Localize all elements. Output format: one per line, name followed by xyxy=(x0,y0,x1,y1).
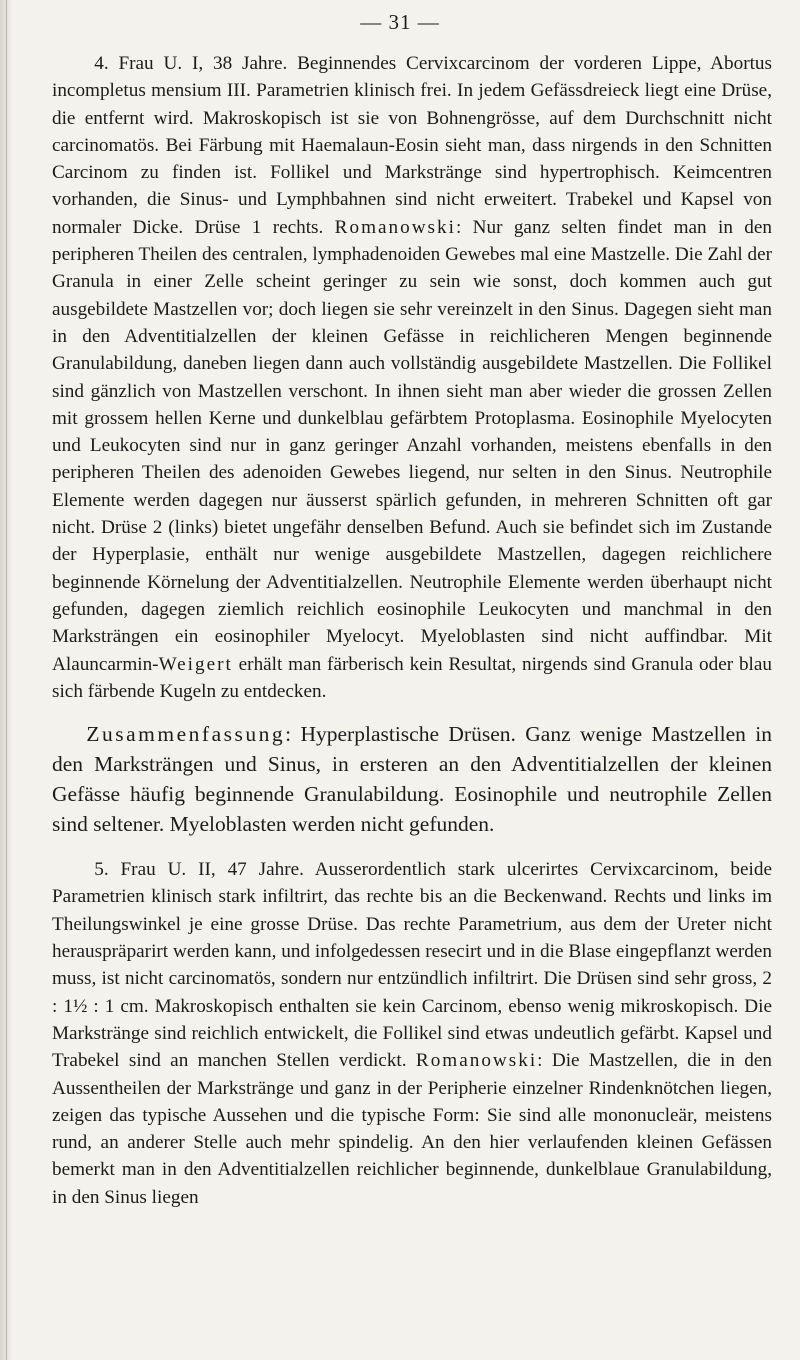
case-4-text-3: erhält man färberisch kein Resultat, nirgends sind Granula oder blau sich färbende Kugeln zu entdecken. xyxy=(52,653,772,702)
section-gap xyxy=(52,839,772,856)
case-4-number: 4. xyxy=(94,53,109,74)
summary-text: : Hyperplastische Drüsen. Ganz wenige Mastzellen in den Marksträngen und Sinus, in ersteren an den Adventitialzellen der kleinen Gefässe häufig beginnende Granulabildung. Eosinophile und neutrophile Zellen sind seltener. Myeloblasten werden nicht gefunden. xyxy=(52,722,772,837)
case-4-text-2: : Nur ganz selten findet man in den peripheren Theilen des centralen, lymphadenoiden Gewebes mal eine Mastzelle. Die Zahl der Granula in einer Zelle scheint geringer zu sein wie sonst, doch kommen auch gut ausgebildete Mastzellen vor; doch liegen sie sehr vereinzelt in den Sinus. Dagegen sieht man in den Adventitialzellen der kleinen Gefässe in reichlicheren Mengen beginnende Granulabildung, daneben liegen dann auch vollständig ausgebildete Mastzellen. Die Follikel sind gänzlich von Mastzellen verschont. In ihnen sieht man aber wieder die grossen Zellen mit grossem hellen Kerne und dunkelblau gefärbtem Protoplasma. Eosinophile Myelocyten und Leukocyten sind nur in ganz geringer Anzahl vorhanden, meistens ebenfalls in den peripheren Theilen des adenoiden Gewebes liegend, nur selten in den Sinus. Neutrophile Elemente werden dagegen nur äusserst spärlich gefunden, in mehreren Schnitten oft gar nicht. Drüse 2 (links) bietet ungefähr denselben Befund. Auch sie befindet sich im Zustande der Hyperplasie, enthält nur wenige ausgebildete Mastzellen, dagegen reichlichere beginnende Körnelung der Adventitialzellen. Neutrophile Elemente werden überhaupt nicht gefunden, dagegen ziemlich reichlich eosinophile Leukocyten und manchmal in den Marksträngen ein eosinophiler Myelocyt. Myeloblasten sind nicht auffindbar. Mit Alauncarmin- xyxy=(52,216,772,675)
case-4-stain-name: Romanowski xyxy=(334,216,456,238)
case-5-text-1: Frau U. II, 47 Jahre. Ausserordentlich stark ulcerirtes Cervixcarcinom, beide Parametrien klinisch stark infiltrirt, das rechte bis an die Beckenwand. Rechts und links im Theilungswinkel je eine grosse Drüse. Das rechte Parametrium, aus dem der Ureter nicht herauspräparirt werden kann, und infolgedessen resecirt und in die Blase eingepflanzt werden muss, ist nicht carcinomatös, sondern nur entzündlich infiltrirt. Die Drüsen sind sehr gross, 2 : 1½ : 1 cm. Makroskopisch enthalten sie kein Carcinom, ebenso wenig mikroskopisch. Die Markstränge sind reichlich entwickelt, die Follikel sind etwas undeutlich gefärbt. Kapsel und Trabekel sind an manchen Stellen verdickt. xyxy=(52,859,772,1072)
case-5-number: 5. xyxy=(94,859,109,881)
summary-paragraph xyxy=(52,719,772,839)
text-column xyxy=(52,50,772,1211)
case-5-paragraph xyxy=(52,856,772,1211)
summary-label: Zusammenfassung xyxy=(86,722,286,747)
page-gutter xyxy=(0,0,14,1360)
case-5-text-2: : Die Mastzellen, die in den Aussentheilen der Markstränge und ganz in der Peripherie einzelner Rindenknötchen liegen, zeigen das typische Aussehen und die typische Form: Sie sind alle mononucleär, meistens rund, an anderer Stelle auch mehr spindelig. An den hier verlaufenden kleinen Gefässen bemerkt man in den Adventitialzellen reichlicher beginnende, dunkelblaue Granulabildung, in den Sinus liegen xyxy=(52,1050,772,1208)
case-5-stain-name: Romanowski xyxy=(415,1050,538,1072)
case-4-text-1: Frau U. I, 38 Jahre. Beginnendes Cervixcarcinom der vorderen Lippe, Abortus incompletus mensium III. Parametrien klinisch frei. In jedem Gefässdreieck liegt eine Drüse, die entfernt wird. Makroskopisch ist sie von Bohnengrösse, auf dem Durchschnitt nicht carcinomatös. Bei Färbung mit Haemalaun-Eosin sieht man, dass nirgends in den Schnitten Carcinom zu finden ist. Follikel und Markstränge sind hypertrophisch. Keimcentren vorhanden, die Sinus- und Lymphbahnen sind nicht erweitert. Trabekel und Kapsel von normaler Dicke. Drüse 1 rechts. xyxy=(52,53,772,238)
case-4-paragraph xyxy=(52,50,772,705)
page-number: — 31 — xyxy=(360,10,440,34)
case-4-weigert-name: Weigert xyxy=(158,653,233,675)
